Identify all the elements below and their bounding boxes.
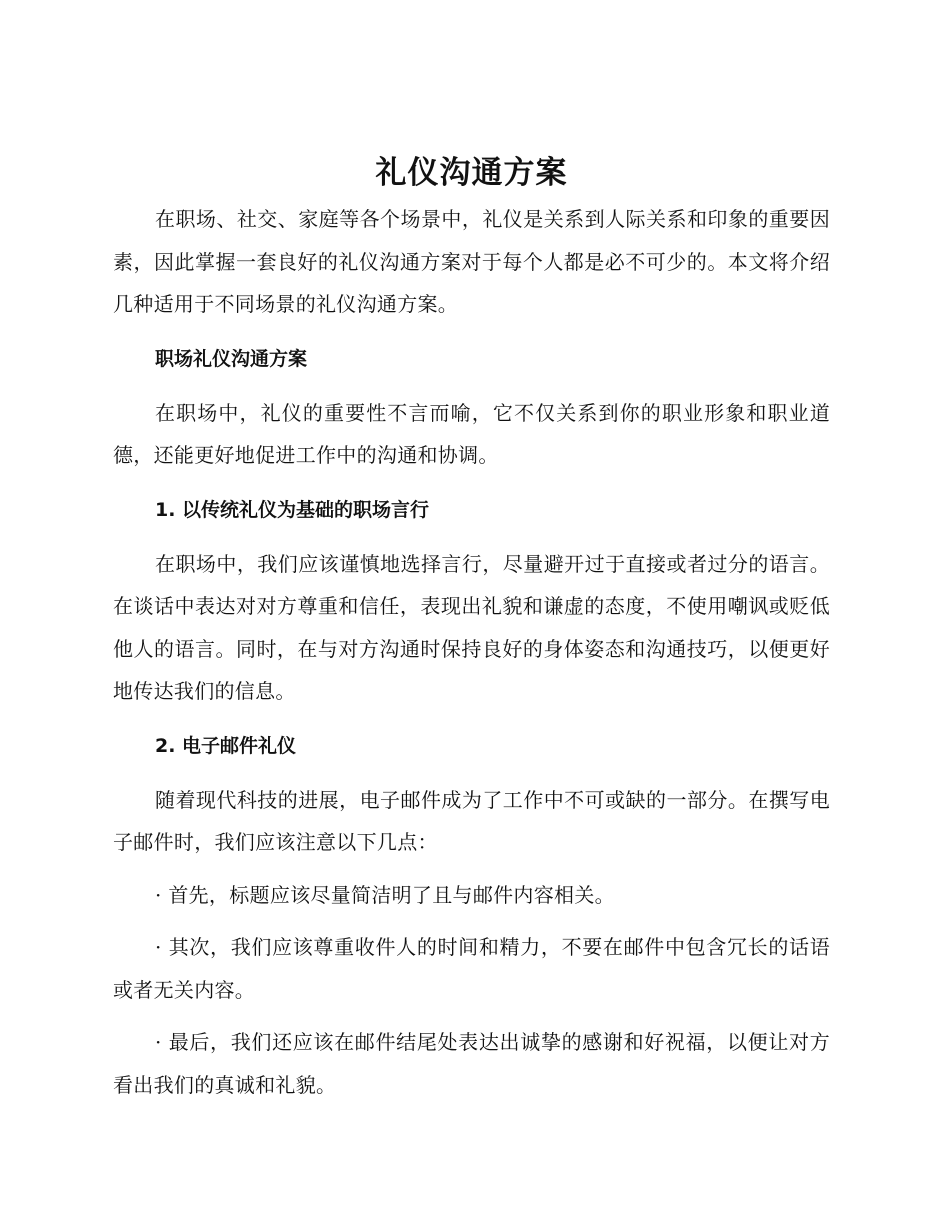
document-title: 礼仪沟通方案 <box>375 155 568 191</box>
bullet-item: · 最后，我们还应该在邮件结尾处表达出诚挚的感谢和好祝福，以便让对方看出我们的真诚和礼貌。 <box>113 1030 830 1097</box>
document-body <box>113 148 830 1106</box>
section-paragraph-workplace: 在职场中，礼仪的重要性不言而喻，它不仅关系到你的职业形象和职业道德，还能更好地促进工作中的沟通和协调。 <box>113 400 830 467</box>
item-paragraph-email-etiquette: 随着现代科技的进展，电子邮件成为了工作中不可或缺的一部分。在撰写电子邮件时，我们应该注意以下几点： <box>113 787 830 854</box>
item-heading-email-etiquette: 2. 电子邮件礼仪 <box>155 734 297 757</box>
item-paragraph-traditional-etiquette: 在职场中，我们应该谨慎地选择言行，尽量避开过于直接或者过分的语言。在谈话中表达对对方尊重和信任，表现出礼貌和谦虚的态度，不使用嘲讽或贬低他人的语言。同时，在与对方沟通时保持良好的身体姿态和沟通技巧，以便更好地传达我们的信息。 <box>113 551 830 703</box>
intro-paragraph: 在职场、社交、家庭等各个场景中，礼仪是关系到人际关系和印象的重要因素，因此掌握一套良好的礼仪沟通方案对于每个人都是必不可少的。本文将介绍几种适用于不同场景的礼仪沟通方案。 <box>113 207 830 316</box>
bullet-item: · 其次，我们应该尊重收件人的时间和精力，不要在邮件中包含冗长的话语或者无关内容。 <box>113 935 830 1002</box>
bullet-item: · 首先，标题应该尽量简洁明了且与邮件内容相关。 <box>155 882 615 907</box>
section-heading-workplace: 职场礼仪沟通方案 <box>155 347 308 370</box>
item-heading-traditional-etiquette: 1. 以传统礼仪为基础的职场言行 <box>155 498 430 521</box>
